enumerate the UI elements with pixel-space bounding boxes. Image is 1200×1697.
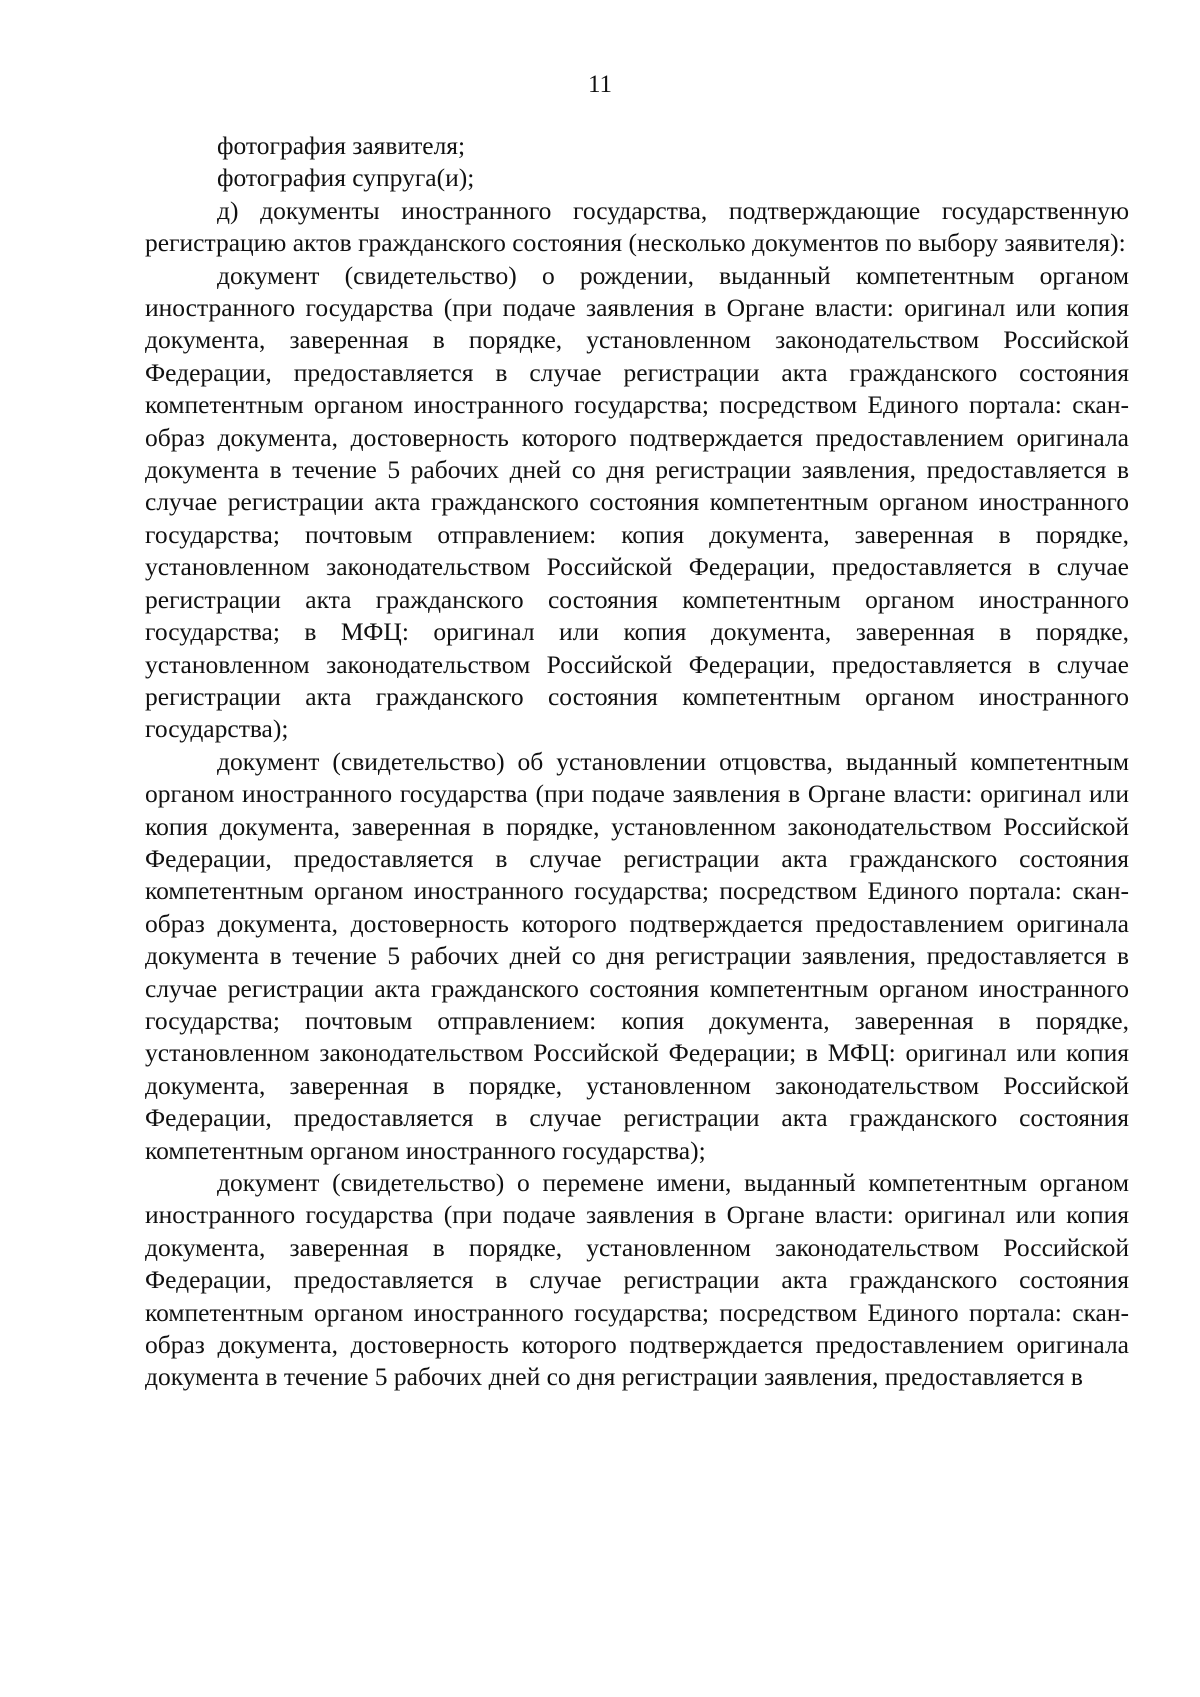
paragraph-applicant-photo: фотография заявителя;: [217, 131, 466, 160]
page-number: 11: [587, 71, 613, 98]
paragraph-name-change-certificate: документ (свидетельство) о перемене имени, выданный компетентным органом иностранного государства (при подаче заявления в Органе власти: оригинал или копия документа, заверенная в порядке, установленном законодательством Российской Федерации, предоставляется в случае регистрации акта гражданского состояния компетентным органом иностранного государства; посредством Единого портала: скан-образ документа, достоверность которого подтверждается предоставлением оригинала документа в течение 5 рабочих дней со дня регистрации заявления, предоставляется в: [145, 1168, 1129, 1392]
paragraph-birth-certificate: документ (свидетельство) о рождении, выданный компетентным органом иностранного государства (при подаче заявления в Органе власти: оригинал или копия документа, заверенная в порядке, установленном законодательством Российской Федерации, предоставляется в случае регистрации акта гражданского состояния компетентным органом иностранного государства; посредством Единого портала: скан-образ документа, достоверность которого подтверждается предоставлением оригинала документа в течение 5 рабочих дней со дня регистрации заявления, предоставляется в случае регистрации акта гражданского состояния компетентным органом иностранного государства; почтовым отправлением: копия документа, заверенная в порядке, установленном законодательством Российской Федерации, предоставляется в случае регистрации акта гражданского состояния компетентным органом иностранного государства; в МФЦ: оригинал или копия документа, заверенная в порядке, установленном законодательством Российской Федерации, предоставляется в случае регистрации акта гражданского состояния компетентным органом иностранного государства);: [145, 260, 1129, 744]
paragraph-item-d-heading: д) документы иностранного государства, подтверждающие государственную регистрацию актов гражданского состояния (несколько документов по выбору заявителя):: [145, 195, 1129, 258]
document-body: [145, 130, 1129, 1394]
paragraph-paternity-certificate: документ (свидетельство) об установлении отцовства, выданный компетентным органом иностранного государства (при подаче заявления в Органе власти: оригинал или копия документа, заверенная в порядке, установленном законодательством Российской Федерации, предоставляется в случае регистрации акта гражданского состояния компетентным органом иностранного государства; посредством Единого портала: скан-образ документа, достоверность которого подтверждается предоставлением оригинала документа в течение 5 рабочих дней со дня регистрации заявления, предоставляется в случае регистрации акта гражданского состояния компетентным органом иностранного государства; почтовым отправлением: копия документа, заверенная в порядке, установленном законодательством Российской Федерации; в МФЦ: оригинал или копия документа, заверенная в порядке, установленном законодательством Российской Федерации, предоставляется в случае регистрации акта гражданского состояния компетентным органом иностранного государства);: [145, 746, 1129, 1165]
paragraph-spouse-photo: фотография супруга(и);: [217, 163, 475, 193]
